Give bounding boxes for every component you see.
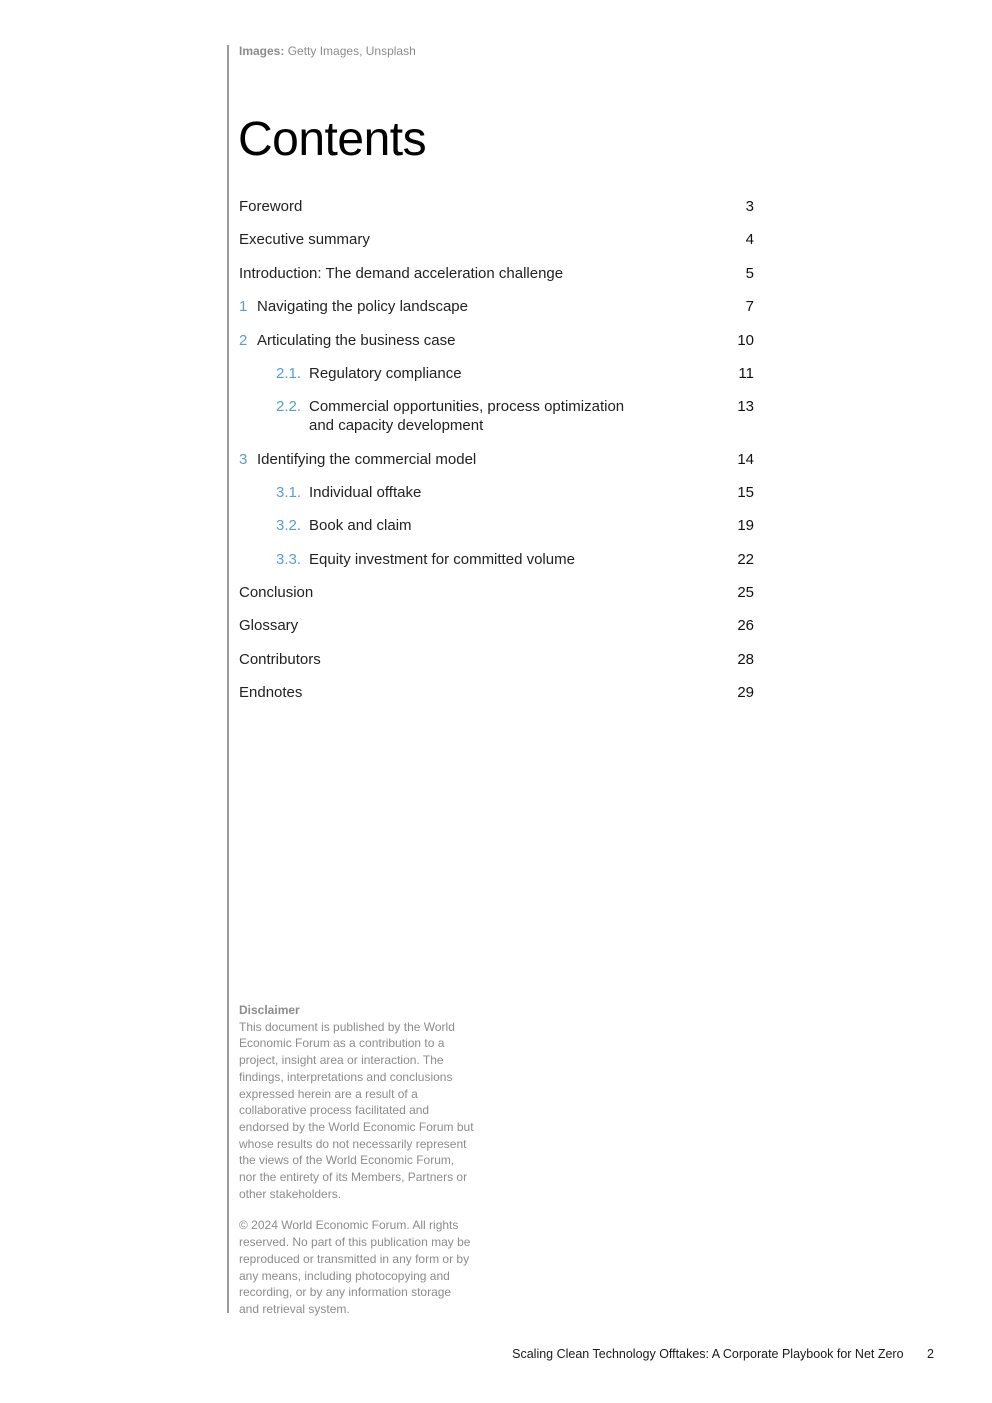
toc-entry-page: 22 [737,551,754,568]
toc-entry-label: Commercial opportunities, process optimization and capacity development [309,398,625,434]
toc-entry-page: 15 [737,484,754,501]
toc-entry-page: 11 [738,365,754,382]
disclaimer-block [239,1002,474,1318]
copyright-notice: © 2024 World Economic Forum. All rights reserved. No part of this publication may be reproduced or transmitted in any form or by any means, including photocopying and recording, or by any information storage and retrieval system. [239,1218,471,1316]
footer-page-number: 2 [927,1347,934,1361]
page-footer [420,1347,934,1361]
toc-entry-page: 29 [737,684,754,701]
toc-entry-label: Conclusion [239,584,314,601]
toc-entry-page: 19 [737,517,754,534]
toc-entry-label: Equity investment for committed volume [309,551,575,568]
toc-entry-label: Executive summary [239,231,370,248]
toc-entry-page: 3 [745,198,754,215]
image-credits-label: Images: [239,44,285,58]
toc-entry-label: Book and claim [309,517,412,534]
image-credits [239,44,416,58]
toc-entry-label: Foreword [239,198,303,215]
toc-entry-page: 26 [737,617,754,634]
toc-entry-number: 3.3. [276,551,302,568]
page-title: Contents [238,113,427,166]
toc-entry-page: 13 [737,398,754,415]
toc-entry-label: Contributors [239,651,321,668]
toc-entry-page: 5 [745,265,754,282]
footer-document-title: Scaling Clean Technology Offtakes: A Corporate Playbook for Net Zero [512,1347,904,1361]
toc-entry-label: Regulatory compliance [309,365,462,382]
toc-entry-page: 14 [737,451,754,468]
toc-entry-page: 4 [745,231,754,248]
toc-entry-page: 25 [737,584,754,601]
toc-entry-label: Identifying the commercial model [257,451,477,468]
toc-entry-label: Endnotes [239,684,303,701]
disclaimer-title: Disclaimer [239,1003,300,1017]
toc-entry-number: 1 [239,298,248,315]
toc-entry-page: 10 [737,332,754,349]
toc-entry-number: 2.2. [276,398,302,415]
image-credits-text: Getty Images, Unsplash [287,44,416,58]
toc-entry-number: 2.1. [276,365,302,382]
toc-entry-page: 28 [737,651,754,668]
toc-entry-label: Articulating the business case [257,332,456,349]
toc-entry-label: Individual offtake [309,484,422,501]
toc-entry-label: Glossary [239,617,299,634]
toc-entry-label: Navigating the policy landscape [257,298,468,315]
toc-entry-number: 2 [239,332,248,349]
toc-entry-label: Introduction: The demand acceleration challenge [239,265,564,282]
disclaimer-body: This document is published by the World Economic Forum as a contribution to a project, insight area or interaction. The findings, interpretations and conclusions expressed herein are a result of a collaborative process facilitated and endorsed by the World Economic Forum but whose results do not necessarily represent the views of the World Economic Forum, nor the entirety of its Members, Partners or other stakeholders. [239,1019,474,1201]
left-margin-rule [227,45,229,1313]
toc-entry-number: 3.1. [276,484,302,501]
toc-entry-number: 3.2. [276,517,302,534]
toc-entry-page: 7 [745,298,754,315]
toc-entry-number: 3 [239,451,248,468]
